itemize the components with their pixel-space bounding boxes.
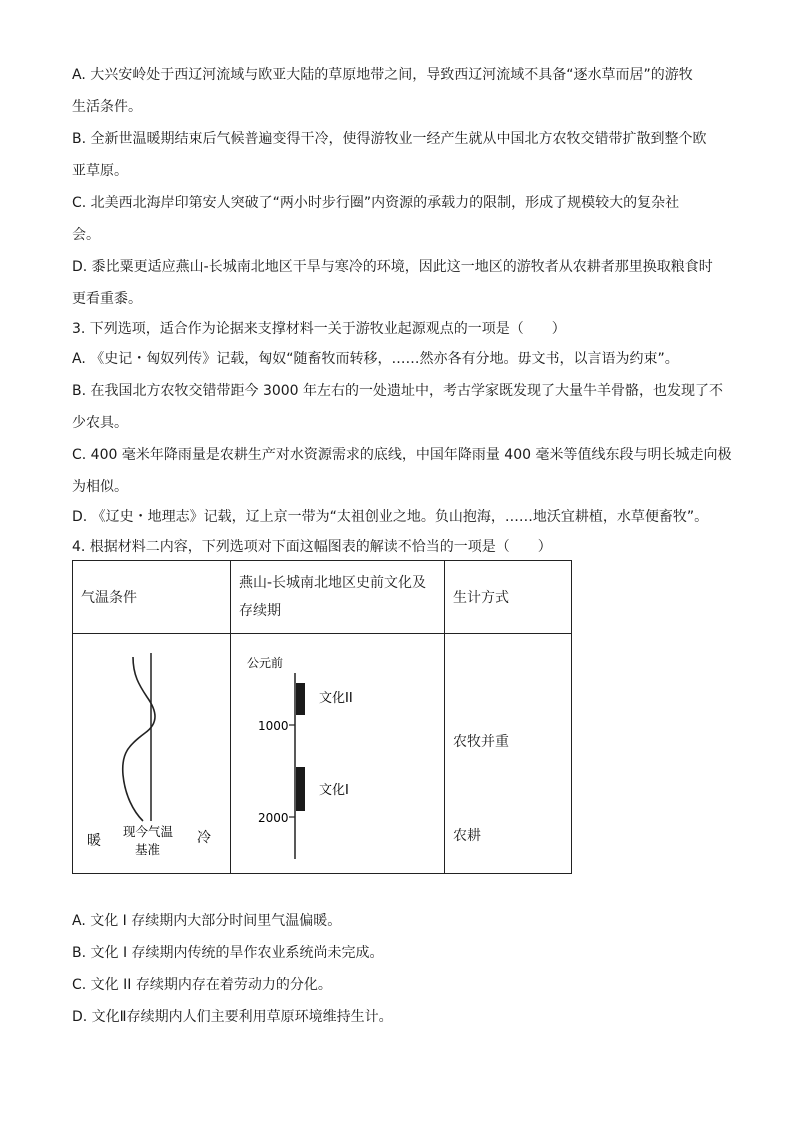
culture-timeline-cell	[231, 634, 445, 874]
livelihood-lower: 农耕	[453, 827, 481, 844]
q3-option-b-line1: B. 在我国北方农牧交错带距今 3000 年左右的一处遗址中，考古学家既发现了大量牛羊骨骼，也发现了不	[72, 383, 724, 399]
option-d-line2: 更看重黍。	[72, 291, 142, 307]
q3-option-b-line2: 少农具。	[72, 415, 128, 431]
q3-option-d: D. 《辽史・地理志》记载，辽上京一带为“太祖创业之地。负山抱海，……地沃宜耕植，水草便畜牧”。	[72, 509, 709, 525]
option-b-line2: 亚草原。	[72, 163, 128, 179]
q4-option-c: C. 文化 II 存续期内存在着劳动力的分化。	[72, 977, 332, 993]
option-3a-line2: 生活条件。	[72, 99, 142, 115]
timeline-top-label: 公元前	[247, 655, 284, 670]
option-b-line1: B. 全新世温暖期结束后气候普遍变得干冷，使得游牧业一经产生就从中国北方农牧交错带扩散到整个欧	[72, 131, 707, 147]
culture-1-label: 文化I	[319, 782, 349, 798]
tick-label-2000: 2000	[258, 810, 289, 825]
question-4-stem: 4. 根据材料二内容，下列选项对下面这幅图表的解读不恰当的一项是（ ）	[72, 539, 552, 555]
livelihood-cell	[445, 634, 572, 874]
temperature-curve	[123, 657, 155, 821]
baseline-label-1: 现今气温	[123, 823, 174, 839]
header-culture: 燕山-长城南北地区史前文化及 存续期	[231, 561, 445, 634]
header-livelihood: 生计方式	[445, 561, 572, 634]
q4-option-a: A. 文化 I 存续期内大部分时间里气温偏暖。	[72, 913, 342, 929]
climate-culture-table	[72, 560, 572, 874]
livelihood-upper: 农牧并重	[453, 733, 509, 750]
cold-label: 冷	[197, 829, 211, 846]
table-header-row	[73, 561, 572, 634]
question-3-stem: 3. 下列选项，适合作为论据来支撑材料一关于游牧业起源观点的一项是（ ）	[72, 321, 566, 337]
warm-label: 暖	[87, 832, 101, 849]
baseline-label-2: 基准	[135, 841, 161, 857]
temperature-cell	[73, 634, 231, 874]
header-temperature: 气温条件	[73, 561, 231, 634]
option-c-line2: 会。	[72, 227, 100, 243]
q3-option-a: A. 《史记・匈奴列传》记载，匈奴“随畜牧而转移，……然亦各有分地。毋文书，以言语为约束”。	[72, 351, 679, 367]
q3-option-c-line1: C. 400 毫米年降雨量是农耕生产对水资源需求的底线，中国年降雨量 400 毫米等值线东段与明长城走向极	[72, 447, 732, 463]
q4-option-d: D. 文化Ⅱ存续期内人们主要利用草原环境维持生计。	[72, 1009, 393, 1025]
q3-option-c-line2: 为相似。	[72, 479, 128, 495]
table-body-row	[73, 634, 572, 874]
q4-option-b: B. 文化 I 存续期内传统的旱作农业系统尚未完成。	[72, 945, 384, 961]
option-c-line1: C. 北美西北海岸印第安人突破了“两小时步行圈”内资源的承载力的限制，形成了规模较大的复杂社	[72, 195, 680, 211]
culture-1-bar	[296, 767, 305, 811]
tick-label-1000: 1000	[258, 718, 289, 733]
option-d-line1: D. 黍比粟更适应燕山-长城南北地区干旱与寒冷的环境，因此这一地区的游牧者从农耕者那里换取粮食时	[72, 259, 713, 275]
temperature-curve-figure	[73, 635, 231, 873]
culture-2-label: 文化II	[319, 690, 353, 706]
culture-2-bar	[296, 683, 305, 715]
option-3a-line1: A. 大兴安岭处于西辽河流域与欧亚大陆的草原地带之间，导致西辽河流域不具备“逐水草而居”的游牧	[72, 67, 693, 83]
culture-timeline-figure	[231, 635, 445, 873]
